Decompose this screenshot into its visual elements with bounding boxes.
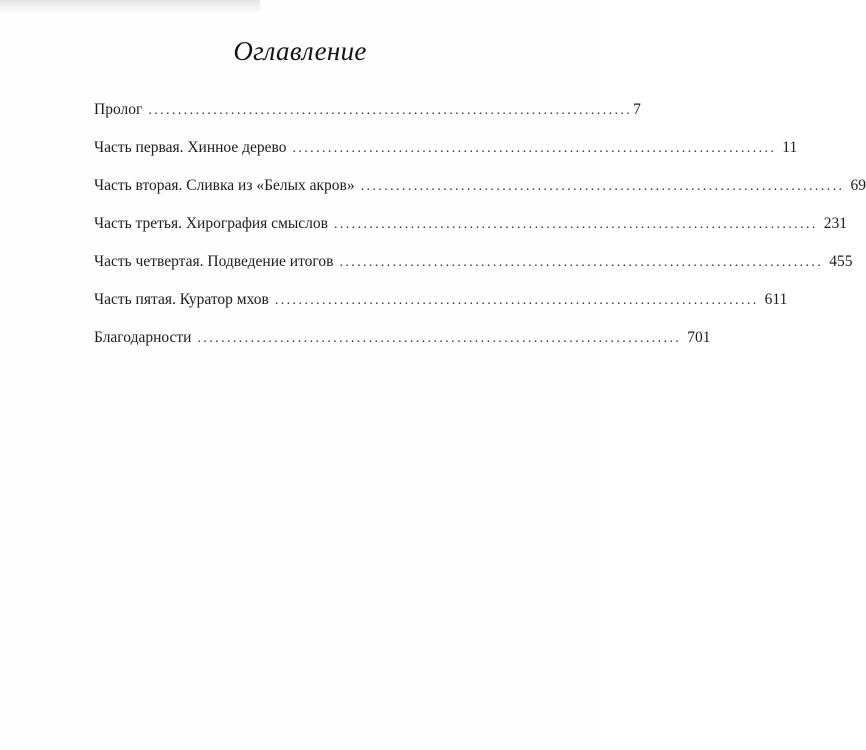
toc-entry-prologue: [94, 101, 641, 139]
page-title: Оглавление: [233, 36, 367, 66]
toc-entry-page: 611: [764, 291, 788, 308]
toc-entry-label: Часть третья. Хирография смыслов: [94, 215, 328, 232]
table-of-contents: [94, 101, 866, 367]
toc-leader-dots: ..................................................................................: [360, 179, 845, 194]
toc-entry-page: 701: [687, 329, 711, 346]
toc-entry-part-4: [94, 253, 853, 291]
toc-entry-part-3: [94, 215, 848, 253]
toc-entry-page: 455: [829, 253, 853, 270]
toc-entry-label: Часть вторая. Сливка из «Белых акров»: [94, 177, 355, 194]
toc-leader-dots: ..................................................................................: [333, 217, 818, 232]
toc-entry-label: Часть четвертая. Подведение итогов: [94, 253, 334, 270]
toc-leader-dots: ..................................................................................: [197, 331, 682, 346]
toc-entry-label: Часть пятая. Куратор мхов: [94, 291, 269, 308]
scan-shadow: [0, 0, 260, 14]
toc-leader-dots: ..................................................................................: [292, 141, 777, 156]
toc-entry-part-2: [94, 177, 866, 215]
toc-entry-page: 231: [823, 215, 848, 232]
toc-entry-page: 11: [782, 139, 798, 156]
toc-leader-dots: ..................................................................................: [339, 255, 824, 270]
toc-entry-page: 7: [633, 101, 641, 118]
toc-entry-label: Часть первая. Хинное дерево: [94, 139, 287, 156]
toc-leader-dots: ..................................................................................: [148, 103, 633, 118]
toc-entry-label: Благодарности: [94, 329, 192, 346]
toc-entry-part-1: [94, 139, 798, 177]
toc-entry-acknowledgements: [94, 329, 711, 367]
toc-leader-dots: ..................................................................................: [274, 293, 759, 308]
toc-entry-label: Пролог: [94, 101, 143, 118]
toc-entry-part-5: [94, 291, 788, 329]
toc-entry-page: 69: [850, 177, 866, 194]
